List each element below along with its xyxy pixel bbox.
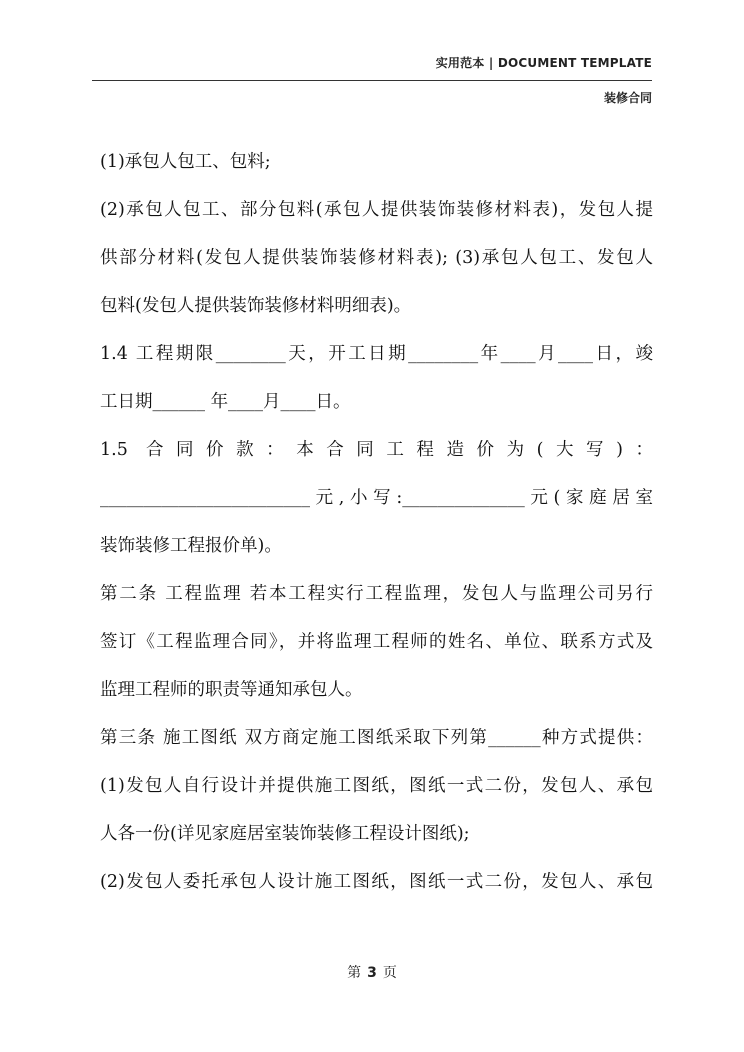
text-line: 监理工程师的职责等通知承包人。 [100, 680, 363, 700]
text-line: 1.5 合同价款：本合同工程造价为(大写)： [100, 440, 653, 460]
text-line: 第二条 工程监理 若本工程实行工程监理，发包人与监理公司另行 [100, 584, 653, 604]
page-number: 3 [367, 965, 377, 981]
text-line: 签订《工程监理合同》，并将监理工程师的姓名、单位、联系方式及 [100, 632, 653, 652]
header-subtitle: 装修合同 [603, 91, 652, 105]
page-footer [0, 962, 744, 982]
text-line: (1)承包人包工、包料; [100, 152, 271, 172]
text-line: (2)发包人委托承包人设计施工图纸，图纸一式二份，发包人、承包 [100, 872, 653, 892]
header-title: 实用范本 | DOCUMENT TEMPLATE [435, 56, 652, 70]
text-line: 1.4 工程期限________天，开工日期________年____月____日，竣 [100, 344, 653, 364]
page-prefix: 第 [347, 965, 362, 981]
text-line: 供部分材料(发包人提供装饰装修材料表); (3)承包人包工、发包人 [100, 248, 653, 268]
text-line: (2)承包人包工、部分包料(承包人提供装饰装修材料表)，发包人提 [100, 200, 653, 220]
text-line: 包料(发包人提供装饰装修材料明细表)。 [100, 296, 412, 316]
text-line: 工日期______ 年____月____日。 [100, 392, 351, 412]
text-line: (1)发包人自行设计并提供施工图纸，图纸一式二份，发包人、承包 [100, 776, 653, 796]
text-line: 装饰装修工程报价单)。 [100, 536, 282, 556]
document-body [100, 138, 653, 906]
text-line: ________________________元,小写:______________元(家庭居室 [100, 488, 653, 508]
page-suffix: 页 [382, 965, 397, 981]
header-divider [92, 80, 652, 81]
text-line: 第三条 施工图纸 双方商定施工图纸采取下列第______种方式提供： [100, 728, 653, 748]
text-line: 人各一份(详见家庭居室装饰装修工程设计图纸); [100, 824, 470, 844]
